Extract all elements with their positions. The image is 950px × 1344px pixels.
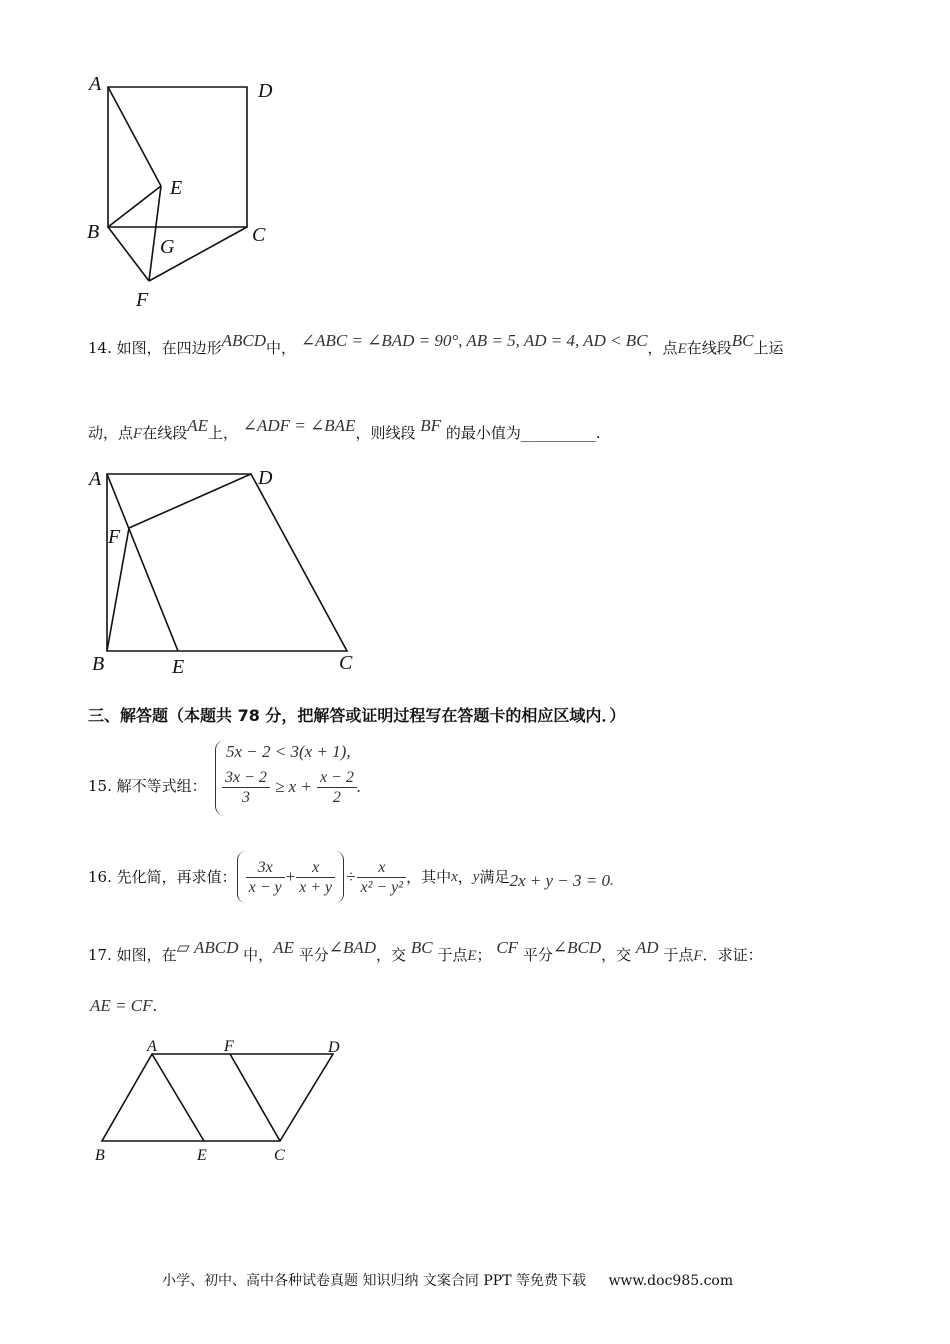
math-angle-condition: ∠ADF = ∠BAE [242, 416, 356, 435]
label-b: B [92, 653, 105, 675]
q14-end: . [595, 424, 601, 442]
footer-text: 小学、初中、高中各种试卷真题 知识归纳 文案合同 PPT 等免费下载 [162, 1273, 586, 1289]
math-ad: AD [635, 938, 659, 957]
label-f: F [136, 289, 149, 311]
math-claim: AE = CF [90, 996, 153, 1015]
label-a: A [89, 73, 102, 95]
plus-sign: + [284, 867, 297, 886]
fraction-2 [317, 768, 357, 807]
label-g: G [160, 236, 175, 258]
math-conditions: ∠ABC = ∠BAD = 90°, AB = 5, AD = 4, AD < BC [300, 331, 648, 350]
fraction-x [296, 858, 335, 897]
var-x: x [451, 869, 458, 885]
label-c: C [252, 224, 266, 246]
q14-text-8: 上， [207, 424, 238, 442]
segment-ae [107, 474, 178, 651]
figure-square-abcd [80, 70, 300, 315]
segment-ae [108, 87, 161, 186]
inequality-2-middle: ≥ x + [275, 777, 312, 796]
question-number: 17. [88, 946, 112, 964]
figure-parallelogram-abcd [90, 1036, 360, 1171]
q14-text-4: 在线段 [686, 339, 732, 357]
math-cf: CF [496, 938, 519, 957]
q14-text-7: 在线段 [142, 424, 188, 442]
fraction-3x-numerator: 3x [246, 858, 285, 878]
var-e: E [467, 948, 477, 964]
math-bc: BC [410, 938, 433, 957]
label-e: E [197, 1147, 207, 1164]
question-14-line-2 [88, 416, 601, 444]
question-16 [88, 851, 614, 903]
label-b: B [95, 1147, 105, 1164]
var-y: y [472, 869, 480, 885]
fraction-x-denominator: x + y [299, 878, 333, 896]
q14-text-3: ，点 [647, 339, 678, 357]
q14-text-10: 的最小值为 [445, 424, 521, 442]
label-a: A [89, 468, 102, 490]
q17-text-6: ； [476, 946, 492, 964]
right-paren [335, 851, 344, 903]
label-d: D [328, 1039, 340, 1056]
figure-quadrilateral-abcd [80, 460, 380, 685]
math-ae: AE [187, 416, 208, 435]
left-paren [237, 851, 246, 903]
segment-be [108, 186, 161, 227]
math-ae: AE [273, 938, 294, 957]
question-number: 16. [88, 868, 112, 886]
fraction-squares-numerator: x [357, 858, 406, 878]
q17-text-9: 于点 [663, 946, 694, 964]
q14-text-6: 动，点 [88, 424, 134, 442]
page-footer [162, 1270, 733, 1290]
var-f: F [693, 948, 703, 964]
q17-text-5: 于点 [437, 946, 468, 964]
label-f: F [224, 1038, 234, 1055]
divide-sign: ÷ [346, 867, 356, 886]
math-angle-bad: ∠BAD [328, 938, 377, 957]
square-abcd [108, 87, 247, 227]
q14-text-1: 如图，在四边形 [116, 339, 222, 357]
label-a: A [147, 1038, 157, 1055]
section-heading: 三、解答题（本题共 78 分，把解答或证明过程写在答题卡的相应区域内．） [88, 706, 626, 725]
label-e: E [172, 656, 185, 678]
q14-text-5: 上运 [753, 339, 784, 357]
question-17-line-1 [88, 938, 763, 966]
answer-blank[interactable]: __________ [520, 424, 596, 442]
fraction-3x [246, 858, 285, 897]
label-d: D [258, 467, 273, 489]
fraction-x-numerator: x [296, 858, 335, 878]
q17-text-1: 如图，在 [116, 946, 177, 964]
var-f: F [133, 426, 143, 442]
question-14-line-1 [88, 331, 784, 359]
q17-text-3: 平分 [298, 946, 329, 964]
fraction-2-denominator: 2 [332, 789, 341, 806]
condition-equation: 2x + y − 3 = 0 [509, 871, 610, 890]
math-parallelogram: ▱ ABCD [176, 938, 239, 957]
q14-text-2: 中， [266, 339, 297, 357]
label-e: E [170, 177, 183, 199]
label-b: B [87, 221, 100, 243]
q15-text: 解不等式组： [116, 777, 207, 795]
label-c: C [339, 652, 353, 674]
segment-ef [149, 186, 161, 281]
segment-cf [230, 1054, 280, 1141]
q16-text-3: 满足 [479, 868, 510, 886]
q17-end: . [152, 997, 158, 1015]
label-d: D [258, 80, 273, 102]
inequality-2 [222, 768, 361, 807]
fraction-1-numerator: 3x − 2 [222, 768, 270, 788]
math-abcd: ABCD [221, 331, 267, 350]
q16-end: . [609, 873, 614, 889]
fraction-x-over-squares [357, 858, 406, 897]
question-number: 14. [88, 339, 112, 357]
q17-text-4: ，交 [376, 946, 407, 964]
q17-text-7: 平分 [522, 946, 553, 964]
q16-text-2: ，其中 [406, 868, 452, 886]
label-f: F [108, 526, 121, 548]
segment-ae [152, 1054, 204, 1141]
fraction-3x-denominator: x − y [248, 878, 282, 896]
question-17-line-2 [90, 996, 157, 1016]
segment-df [129, 474, 251, 528]
q17-text-10: ．求证： [702, 946, 763, 964]
math-bc: BC [731, 331, 754, 350]
parallelogram-abcd [102, 1054, 333, 1141]
fraction-1 [222, 768, 270, 807]
q17-text-2: 中， [243, 946, 274, 964]
var-e: E [677, 341, 687, 357]
q16-text: 先化简，再求值： [116, 868, 237, 886]
math-bf: BF [420, 416, 442, 435]
math-angle-bcd: ∠BCD [552, 938, 602, 957]
q17-text-8: ，交 [601, 946, 632, 964]
q14-text-9: ，则线段 [355, 424, 416, 442]
footer-url[interactable]: www.doc985.com [608, 1273, 734, 1289]
segment-bf [108, 227, 149, 281]
inequality-1: 5x − 2 < 3(x + 1), [226, 742, 351, 761]
label-c: C [274, 1147, 285, 1164]
fraction-1-denominator: 3 [241, 789, 250, 806]
question-15-label [88, 776, 207, 796]
q16-comma: ， [457, 868, 473, 886]
fraction-2-numerator: x − 2 [317, 768, 357, 788]
q15-end: . [356, 777, 362, 796]
question-number: 15. [88, 777, 112, 795]
fraction-squares-denominator: x² − y² [360, 878, 404, 896]
